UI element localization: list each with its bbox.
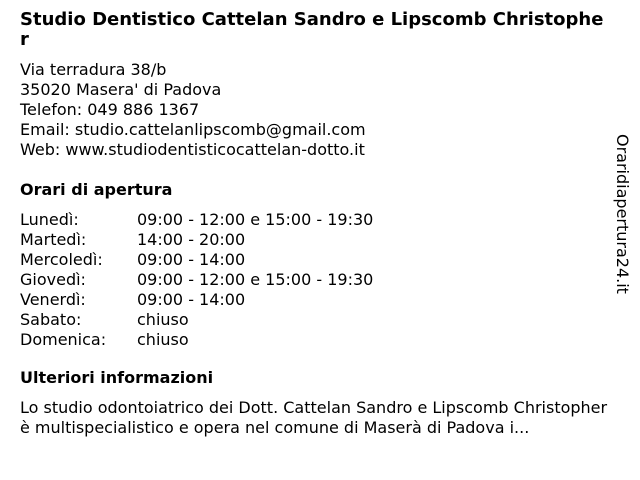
day-label: Martedì: [20,230,87,249]
hours-row-thursday [20,270,610,290]
day-time: chiuso [137,330,189,349]
hours-row-friday [20,290,610,310]
hours-table [20,210,610,350]
page-title: Studio Dentistico Cattelan Sandro e Lipscomb Christopher [20,9,604,50]
address-block [20,60,610,160]
day-time: chiuso [137,310,189,329]
day-label: Sabato: [20,310,82,329]
day-time: 09:00 - 12:00 e 15:00 - 19:30 [137,210,374,229]
city-address: 35020 Masera' di Padova [20,80,222,99]
day-time: 09:00 - 12:00 e 15:00 - 19:30 [137,270,374,289]
info-heading: Ulteriori informazioni [20,368,214,387]
day-label: Venerdì: [20,290,86,309]
day-label: Lunedì: [20,210,79,229]
website-address: Web: www.studiodentisticocattelan-dotto.it [20,140,365,159]
hours-row-sunday [20,330,610,350]
info-description: Lo studio odontoiatrico dei Dott. Cattelan Sandro e Lipscomb Christopher è multispecialistico e opera nel comune di Maserà di Padova i... [20,398,608,437]
day-label: Domenica: [20,330,107,349]
hours-row-wednesday [20,250,610,270]
hours-row-tuesday [20,230,610,250]
email-address: Email: studio.cattelanlipscomb@gmail.com [20,120,366,139]
hours-heading: Orari di apertura [20,180,173,199]
day-label: Giovedì: [20,270,86,289]
day-label: Mercoledì: [20,250,103,269]
street-address: Via terradura 38/b [20,60,167,79]
phone-number: Telefon: 049 886 1367 [20,100,200,119]
hours-row-monday [20,210,610,230]
hours-row-saturday [20,310,610,330]
day-time: 14:00 - 20:00 [137,230,246,249]
business-listing [20,10,610,438]
day-time: 09:00 - 14:00 [137,250,246,269]
site-watermark: Oraridiapertura24.it [613,134,632,294]
day-time: 09:00 - 14:00 [137,290,246,309]
